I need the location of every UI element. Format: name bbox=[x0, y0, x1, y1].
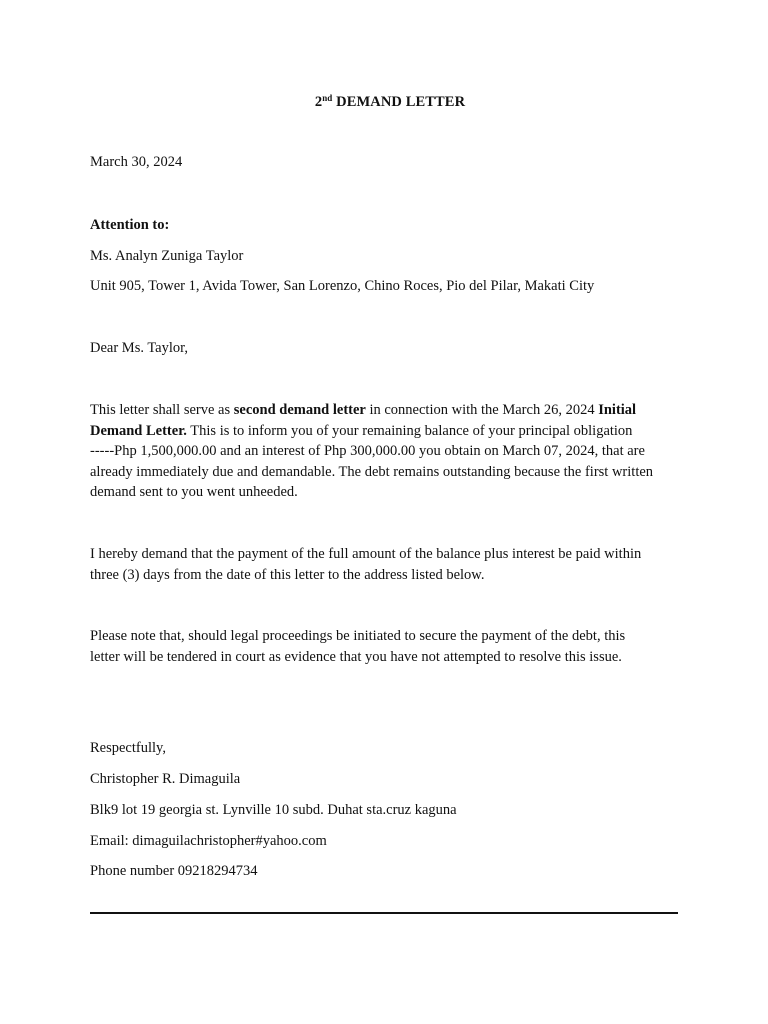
paragraph-line bbox=[90, 421, 690, 442]
sender-address: Blk9 lot 19 georgia st. Lynville 10 subd. Duhat sta.cruz kaguna bbox=[90, 802, 457, 818]
sender-name: Christopher R. Dimaguila bbox=[90, 771, 241, 787]
paragraph-line bbox=[90, 400, 690, 421]
paragraph-line: letter will be tendered in court as evidence that you have not attempted to resolve this issue. bbox=[90, 648, 622, 665]
recipient-name: Ms. Analyn Zuniga Taylor bbox=[90, 248, 244, 264]
paragraph-demand-notice bbox=[90, 400, 690, 503]
bold-text-run: Demand Letter. bbox=[90, 422, 187, 439]
paragraph-line: I hereby demand that the payment of the full amount of the balance plus interest be paid within bbox=[90, 546, 642, 562]
paragraph-line: already immediately due and demandable. The debt remains outstanding because the first written bbox=[90, 463, 654, 480]
text-run: This is to inform you of your remaining balance of your principal obligation bbox=[186, 422, 633, 439]
title-ordinal-number: 2 bbox=[314, 94, 323, 110]
title-text: DEMAND LETTER bbox=[332, 94, 466, 110]
attention-label: Attention to: bbox=[90, 217, 170, 233]
text-run: in connection with the March 26, 2024 bbox=[365, 402, 599, 418]
paragraph-line: Please note that, should legal proceedings be initiated to secure the payment of the debt, this bbox=[90, 628, 626, 644]
salutation: Dear Ms. Taylor, bbox=[90, 340, 189, 356]
sender-email: Email: dimaguilachristopher#yahoo.com bbox=[90, 833, 327, 849]
paragraph-legal-notice bbox=[90, 626, 690, 667]
letter-date: March 30, 2024 bbox=[90, 154, 183, 170]
bold-text-run: second demand letter bbox=[233, 402, 366, 418]
paragraph-line: three (3) days from the date of this letter to the address listed below. bbox=[90, 566, 485, 583]
horizontal-divider bbox=[90, 912, 678, 914]
paragraph-payment-demand bbox=[90, 544, 690, 585]
paragraph-line: -----Php 1,500,000.00 and an interest of Php 300,000.00 you obtain on March 07, 2024, that are bbox=[90, 443, 645, 460]
title-ordinal-suffix: nd bbox=[322, 93, 333, 103]
letter-title bbox=[0, 93, 768, 111]
recipient-address: Unit 905, Tower 1, Avida Tower, San Lorenzo, Chino Roces, Pio del Pilar, Makati City bbox=[90, 278, 595, 294]
valediction: Respectfully, bbox=[90, 740, 166, 756]
bold-text-run: Initial bbox=[598, 402, 637, 418]
sender-phone: Phone number 09218294734 bbox=[90, 863, 258, 879]
paragraph-line: demand sent to you went unheeded. bbox=[90, 484, 298, 501]
text-run: This letter shall serve as bbox=[90, 402, 234, 418]
